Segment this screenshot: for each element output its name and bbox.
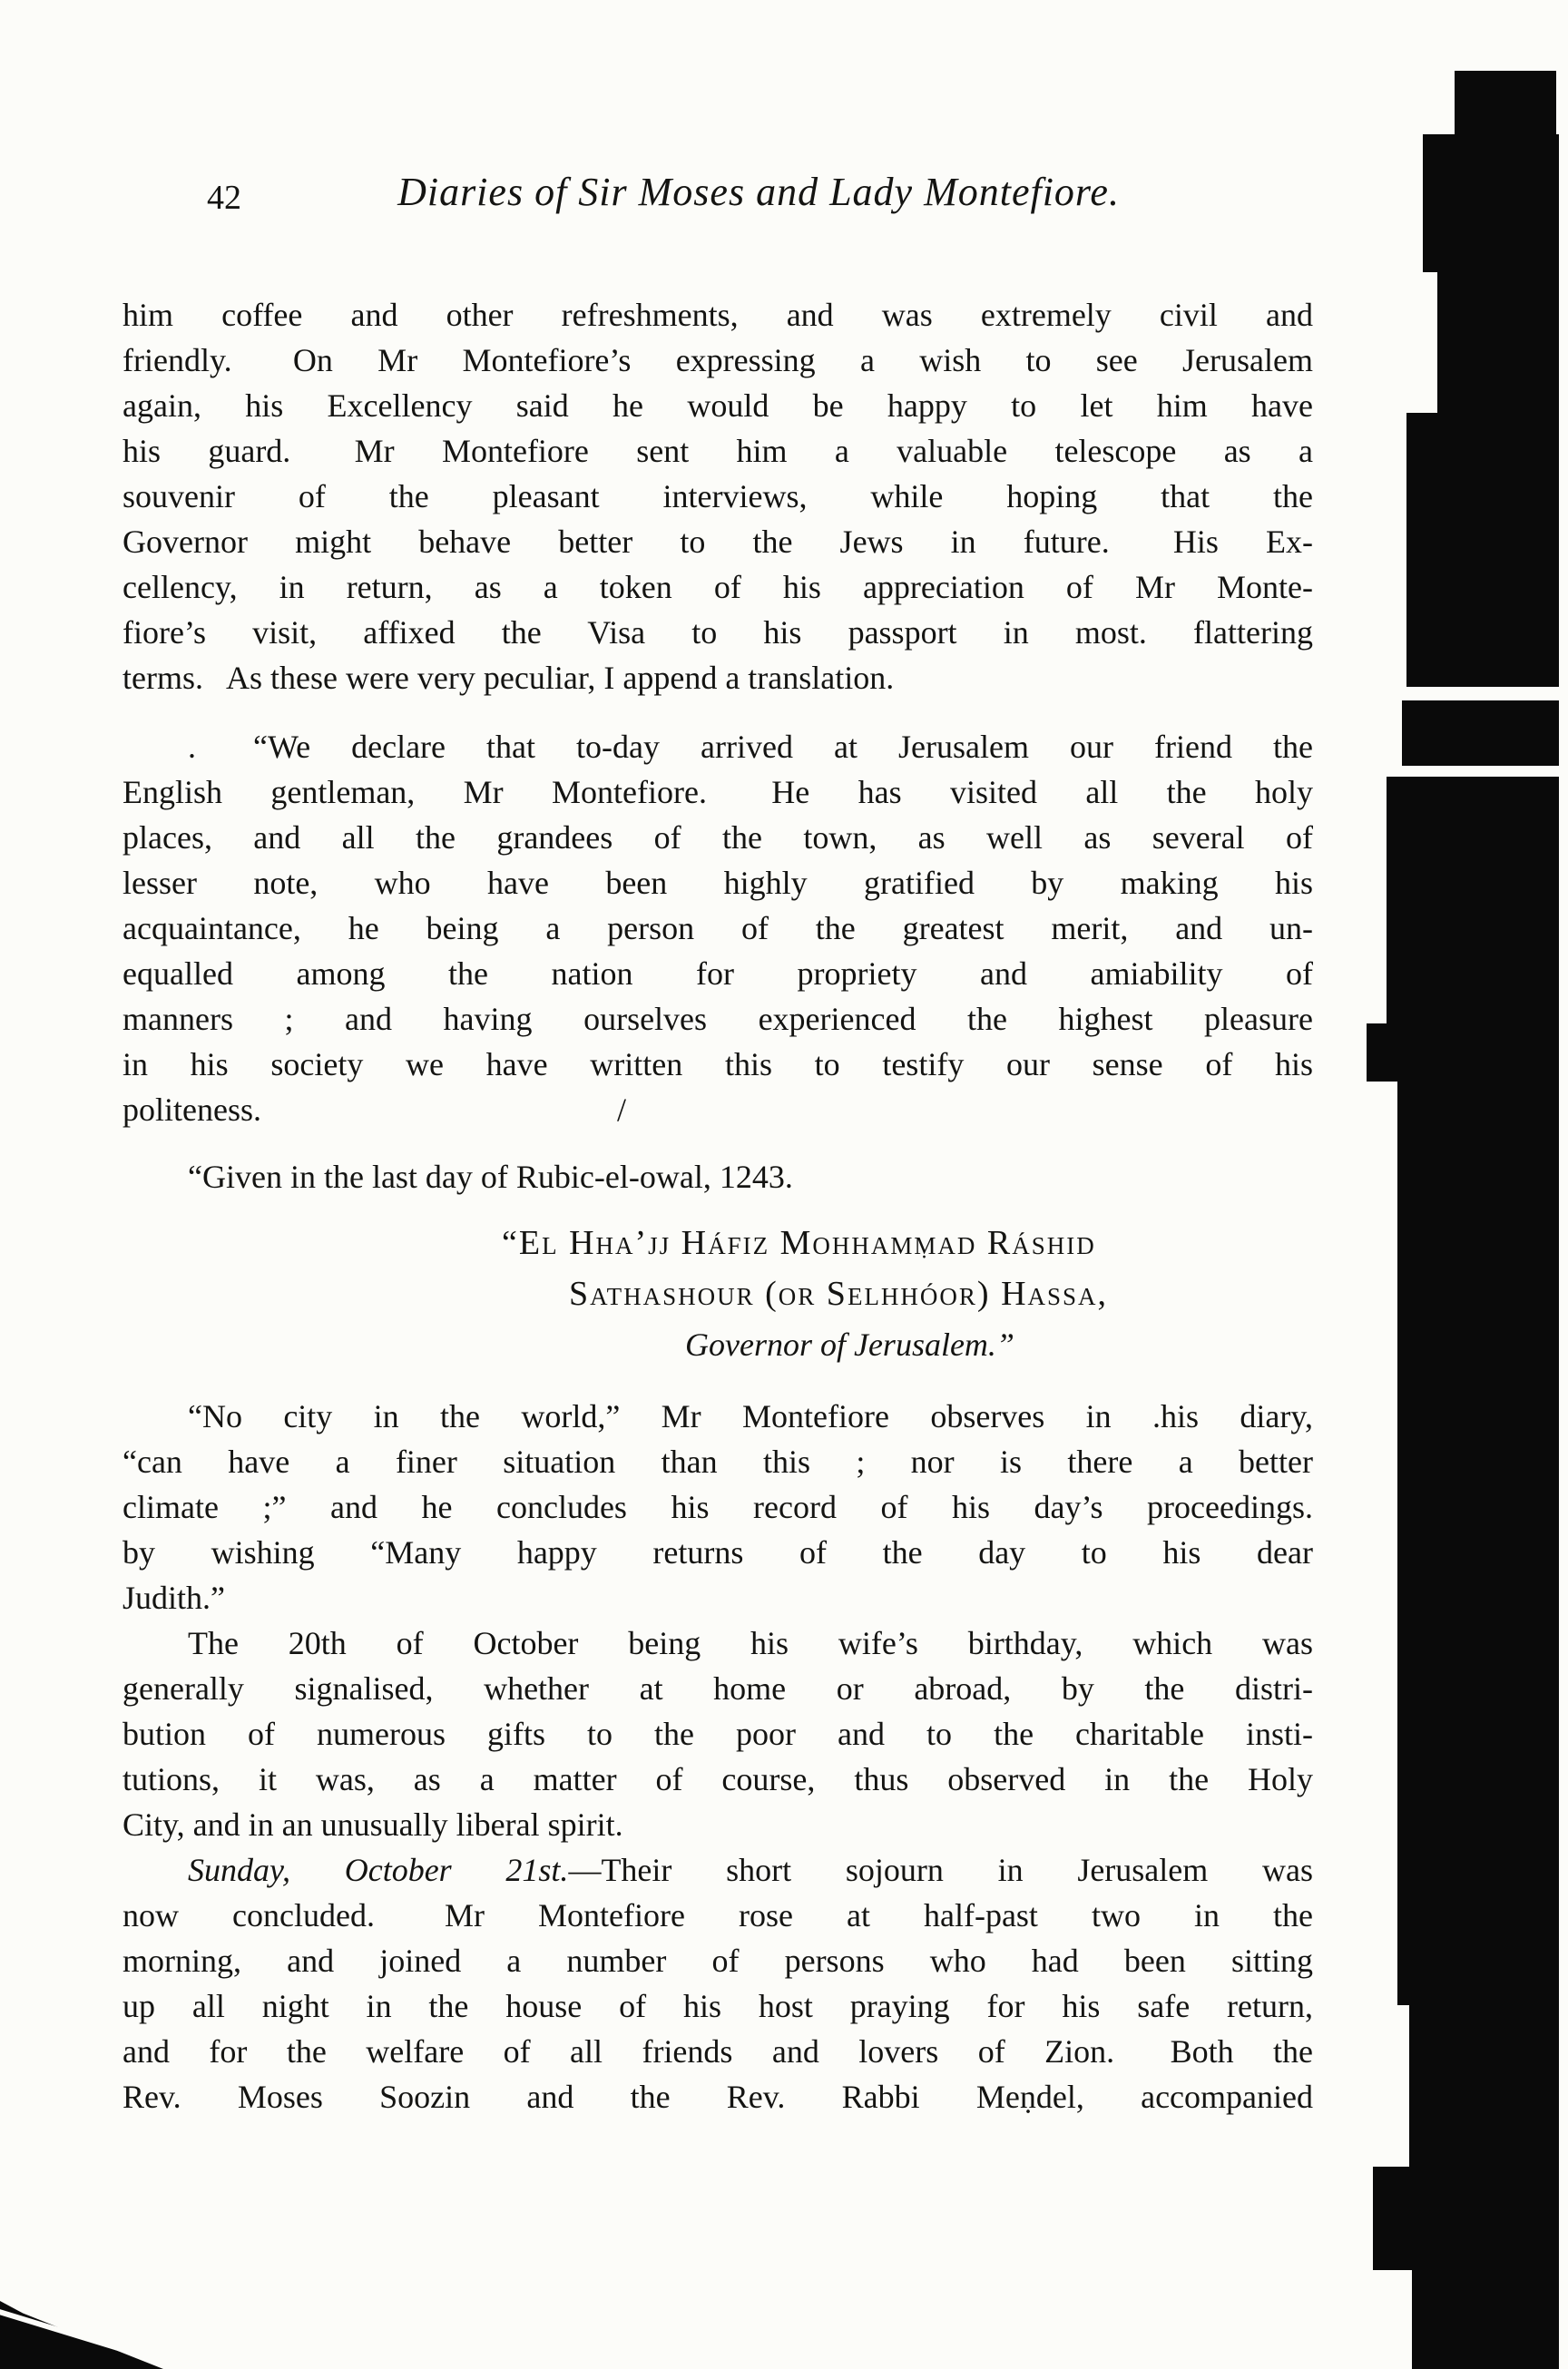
text-line: friendly. On Mr Montefiore’s expressing a wish to see Jerusalem	[122, 342, 1313, 378]
text-line: The 20th of October being his wife’s birthday, which was	[188, 1625, 1313, 1661]
scan-gutter-shadow-segment	[1387, 777, 1559, 1025]
scan-gutter-shadow-segment	[1406, 413, 1559, 687]
scan-gutter-shadow-segment	[1373, 2167, 1559, 2270]
text-line	[122, 1847, 1313, 1893]
paragraph-1	[122, 292, 1313, 700]
text-line: English gentleman, Mr Montefiore. He has visited all the holy	[122, 774, 1313, 810]
text-line: by wishing “Many happy returns of the day to his dear	[122, 1534, 1313, 1571]
text-line: now concluded. Mr Montefiore rose at half-past two in the	[122, 1897, 1313, 1933]
text-line: Governor might behave better to the Jews in future. His Ex-	[122, 524, 1313, 560]
scan-gutter-shadow-segment	[1437, 270, 1559, 414]
text-line: Judith.”	[122, 1580, 225, 1616]
paragraph-3-diary-quote	[122, 1394, 1313, 1620]
text-line: equalled among the nation for propriety and amiability of	[122, 955, 1313, 992]
text-line: in his society we have written this to testify our sense of his	[122, 1046, 1313, 1082]
text-line: terms. As these were very peculiar, I append a translation.	[122, 660, 895, 696]
running-header-title: Diaries of Sir Moses and Lady Montefiore.	[397, 170, 1120, 214]
page-number: 42	[207, 179, 241, 217]
scan-gutter-shadow-segment	[1409, 2003, 1559, 2168]
scan-gutter-shadow-segment	[1397, 1080, 1559, 2005]
text-line	[122, 1087, 1313, 1132]
text-line: . “We declare that to-day arrived at Jerusalem our friend the	[188, 729, 1313, 765]
text-line: souvenir of the pleasant interviews, while hoping that the	[122, 478, 1313, 514]
page-text	[122, 292, 1313, 2119]
text-line: his guard. Mr Montefiore sent him a valuable telescope as a	[122, 433, 1313, 469]
text-line: manners ; and having ourselves experienced the highest pleasure	[122, 1001, 1313, 1037]
text-line: cellency, in return, as a token of his appreciation of Mr Monte-	[122, 569, 1313, 605]
text-line: places, and all the grandees of the town, as well as several of	[122, 819, 1313, 856]
paragraph-5-sunday	[122, 1847, 1313, 2119]
text-line: him coffee and other refreshments, and was extremely civil and	[122, 297, 1313, 333]
date-lead-italic: Sunday, October 21st.	[188, 1852, 569, 1888]
text-line: acquaintance, he being a person of the greatest merit, and un-	[122, 910, 1313, 946]
text-line: climate ;” and he concludes his record of his day’s proceedings.	[122, 1489, 1313, 1525]
dateline: “Given in the last day of Rubic-el-owal, 1243.	[188, 1159, 793, 1195]
scan-gutter-shadow-segment	[1367, 1023, 1559, 1082]
paragraph-2-declaration	[122, 724, 1313, 1132]
text-line: “No city in the world,” Mr Montefiore observes in .his diary,	[188, 1398, 1313, 1434]
scan-artifact-slash: /	[616, 1092, 626, 1128]
scan-gutter-shadow-segment	[1423, 134, 1559, 272]
text-line: “can have a finer situation than this ; nor is there a better	[122, 1444, 1313, 1480]
text-line: again, his Excellency said he would be happy to let him have	[122, 387, 1313, 424]
text-line: generally signalised, whether at home or abroad, by the distri-	[122, 1670, 1313, 1707]
text-line: up all night in the house of his host praying for his safe return,	[122, 1988, 1313, 2024]
text-line: lesser note, who have been highly gratified by making his	[122, 865, 1313, 901]
signature-name-line: Sathashour (or Selhhóor) Hassa,	[569, 1275, 1109, 1313]
scan-gutter-shadow-segment	[1412, 2268, 1559, 2369]
text-line: bution of numerous gifts to the poor and to the charitable insti-	[122, 1716, 1313, 1752]
text-line: fiore’s visit, affixed the Visa to his passport in most. flattering	[122, 614, 1313, 651]
paragraph-4-birthday	[122, 1620, 1313, 1847]
text-line-fragment: politeness.	[122, 1092, 261, 1128]
text-line: morning, and joined a number of persons who had been sitting	[122, 1943, 1313, 1979]
text-line-fragment: —Their short sojourn in Jerusalem was	[568, 1852, 1313, 1888]
text-line: City, and in an unusually liberal spirit.	[122, 1806, 623, 1843]
scan-gutter-shadow-segment	[1402, 700, 1559, 766]
text-line: and for the welfare of all friends and lovers of Zion. Both the	[122, 2033, 1313, 2070]
text-line: Rev. Moses Soozin and the Rev. Rabbi Meṇdel, accompanied	[122, 2079, 1313, 2115]
scan-gutter-shadow-segment	[1455, 71, 1556, 136]
signature-block	[122, 1218, 1313, 1370]
signature-name-line: “El Hha’jj Háfiz Mohhamṃad Ráshid	[502, 1224, 1096, 1262]
text-line: tutions, it was, as a matter of course, thus observed in the Holy	[122, 1761, 1313, 1797]
signature-title-line: Governor of Jerusalem.”	[685, 1326, 1014, 1363]
